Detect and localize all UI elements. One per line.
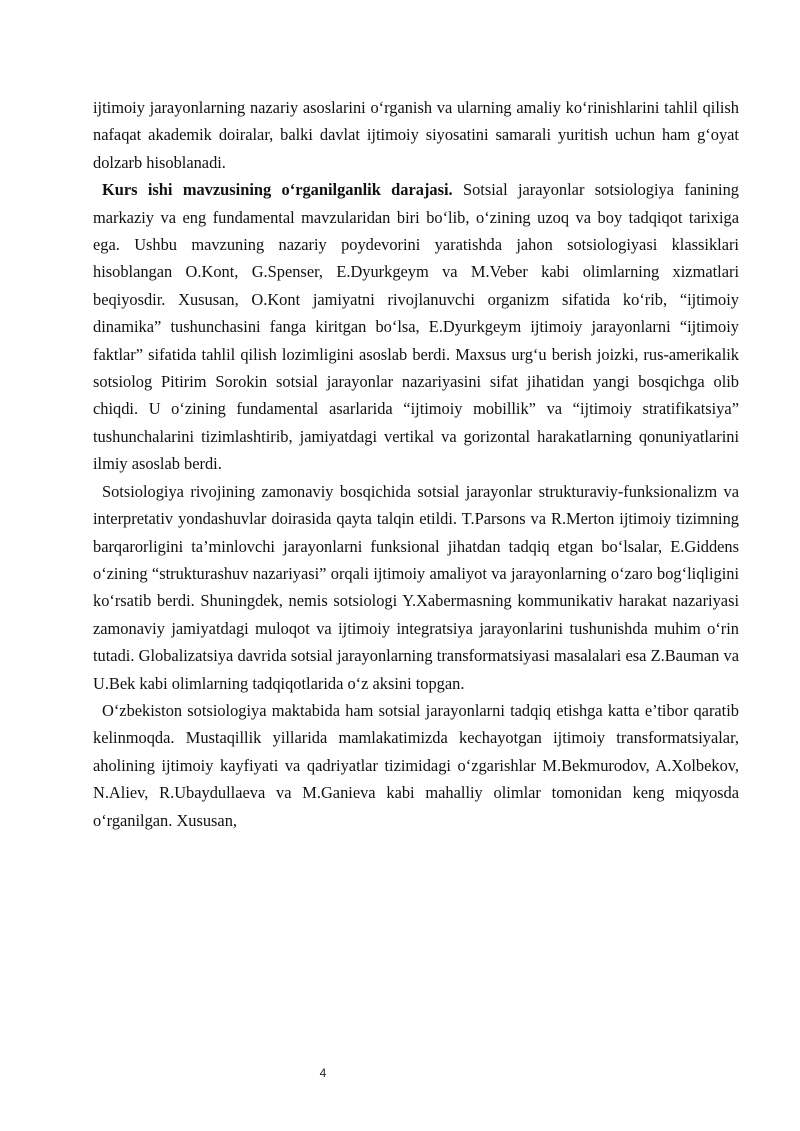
paragraph-text: O‘zbekiston sotsiologiya maktabida ham sotsial jarayonlarni tadqiq etishga katta e’tibor qaratib kelinmoqda. Mustaqillik yillarida mamlakatimizda kechayotgan ijtimoiy transformatsiyalar, aholining ijtimoiy kayfiyati va qadriyatlar tizimidagi o‘zgarishlar M.Bekmurodov, A.Xolbekov, N.Aliev, R.Ubaydullaeva va M.Ganieva kabi mahalliy olimlar tomonidan keng miqyosda o‘rganilgan. Xususan,	[93, 700, 739, 830]
section-heading-inline: Kurs ishi mavzusining o‘rganilganlik darajasi.	[102, 180, 453, 200]
paragraph-modern-stage	[93, 478, 739, 697]
paragraph-intro-continuation	[93, 94, 739, 176]
paragraph-study-degree	[93, 176, 739, 477]
document-body	[93, 94, 739, 834]
paragraph-text: Sotsiologiya rivojining zamonaviy bosqichida sotsial jarayonlar strukturaviy-funksionalizm va interpretativ yondashuvlar doirasida qayta talqin etildi. T.Parsons va R.Merton ijtimoiy tizimning barqarorligini ta’minlovchi jarayonlarni funksional jihatdan tadqiq etgan bo‘lsalar, E.Giddens o‘zining “strukturashuv nazariyasi” orqali ijtimoiy amaliyot va jarayonlarning o‘zaro bog‘liqligini ko‘rsatib berdi. Shuningdek, nemis sotsiologi Y.Xabermasning kommunikativ harakat nazariyasi zamonaviy jamiyatdagi muloqot va ijtimoiy integratsiya jarayonlarini tushunishda muhim o‘rin tutadi. Globalizatsiya davrida sotsial jarayonlarning transformatsiyasi masalalari esa Z.Bauman va U.Bek kabi olimlarning tadqiqotlarida o‘z aksini topgan.	[93, 481, 739, 693]
paragraph-text: ijtimoiy jarayonlarning nazariy asoslarini o‘rganish va ularning amaliy ko‘rinishlarini tahlil qilish nafaqat akademik doiralar, balki davlat ijtimoiy siyosatini samarali yuritish uchun ham g‘oyat dolzarb hisoblanadi.	[93, 98, 739, 172]
paragraph-uzbek-school	[93, 697, 739, 834]
page-number: 4	[319, 1066, 327, 1080]
paragraph-text: Sotsial jarayonlar sotsiologiya fanining markaziy va eng fundamental mavzularidan biri bo‘lib, o‘zining uzoq va boy tadqiqot tarixiga ega. Ushbu mavzuning nazariy poydevorini yaratishda jahon sotsiologiyasi klassiklari hisoblangan O.Kont, G.Spenser, E.Dyurkgeym va M.Veber kabi olimlarning xizmatlari beqiyosdir. Xususan, O.Kont jamiyatni rivojlanuvchi organizm sifatida ko‘rib, “ijtimoiy dinamika” tushunchasini fanga kiritgan bo‘lsa, E.Dyurkgeym ijtimoiy jarayonlarni “ijtimoiy faktlar” sifatida tahlil qilish lozimligini asoslab berdi. Maxsus urg‘u berish joizki, rus-amerikalik sotsiolog Pitirim Sorokin sotsial jarayonlar nazariyasini sifat jihatidan yangi bosqichga olib chiqdi. U o‘zining fundamental asarlarida “ijtimoiy mobillik” va “ijtimoiy stratifikatsiya” tushunchalarini tizimlashtirib, jamiyatdagi vertikal va gorizontal harakatlarning qonuniyatlarini ilmiy asoslab berdi.	[93, 180, 739, 474]
